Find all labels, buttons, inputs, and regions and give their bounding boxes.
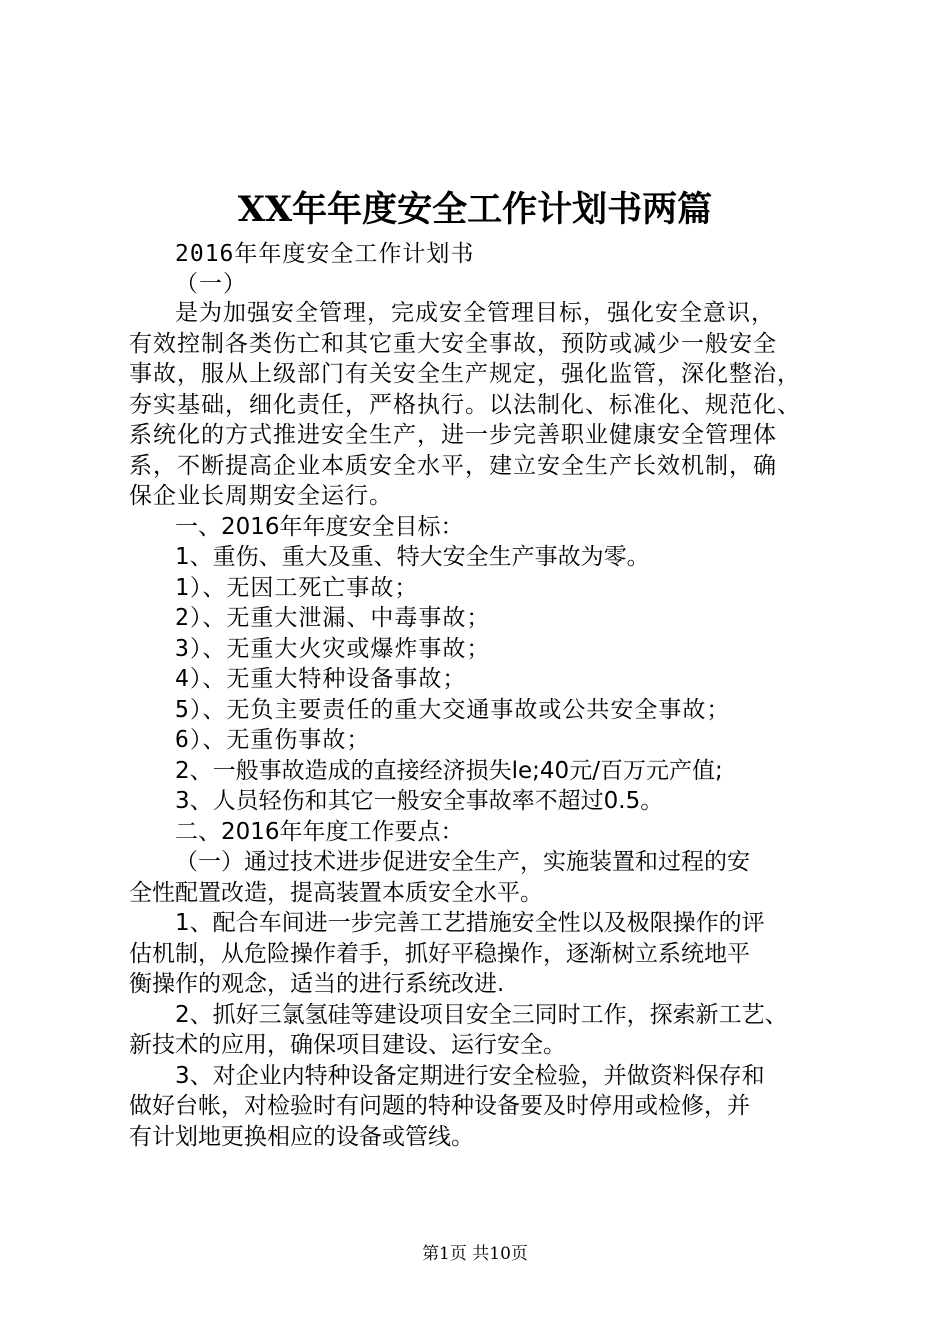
point-line: 估机制，从危险操作着手，抓好平稳操作，逐渐树立系统地平: [129, 941, 750, 967]
intro-line: 保企业长周期安全运行。: [129, 483, 393, 509]
goal-subitem: 6）、无重伤事故；: [175, 727, 371, 753]
goal-subitem: 4）、无重大特种设备事故；: [175, 666, 467, 692]
intro-line: 系，不断提高企业本质安全水平，建立安全生产长效机制，确: [129, 453, 777, 479]
goal-subitem: 2）、无重大泄漏、中毒事故；: [175, 605, 491, 631]
goal-item: 1、重伤、重大及重、特大安全生产事故为零。: [175, 544, 650, 570]
point-line: 新技术的应用，确保项目建设、运行安全。: [129, 1032, 566, 1058]
point-line: 3、对企业内特种设备定期进行安全检验，并做资料保存和: [175, 1063, 765, 1089]
goal-item: 3、人员轻伤和其它一般安全事故率不超过0.5。: [175, 788, 664, 814]
document-title: XX年年度安全工作计划书两篇: [237, 189, 713, 230]
point-line: 做好台帐，对检验时有问题的特种设备要及时停用或检修，并: [129, 1093, 750, 1119]
point-line: 2、抓好三氯氢硅等建设项目安全三同时工作，探索新工艺、: [175, 1002, 788, 1028]
subtitle: 2016年年度安全工作计划书: [175, 241, 475, 267]
point-line: 全性配置改造，提高装置本质安全水平。: [129, 880, 543, 906]
point-line: 1、配合车间进一步完善工艺措施安全性以及极限操作的评: [175, 910, 765, 936]
point-line: （一）通过技术进步促进安全生产，实施装置和过程的安: [175, 849, 750, 875]
intro-line: 是为加强安全管理，完成安全管理目标，强化安全意识，: [175, 300, 775, 326]
section-marker: （一）: [175, 271, 247, 297]
intro-line: 夯实基础，细化责任，严格执行。以法制化、标准化、规范化、: [129, 392, 801, 418]
goals-heading: 一、2016年年度安全目标：: [175, 514, 464, 540]
intro-line: 事故，服从上级部门有关安全生产规定，强化监管，深化整治，: [129, 361, 801, 387]
goal-subitem: 5）、无负主要责任的重大交通事故或公共安全事故；: [175, 697, 731, 723]
points-heading: 二、2016年年度工作要点：: [175, 819, 464, 845]
goal-subitem: 1）、无因工死亡事故；: [175, 575, 419, 601]
page-footer: 第1页 共10页: [422, 1244, 528, 1264]
intro-line: 系统化的方式推进安全生产，进一步完善职业健康安全管理体: [129, 422, 777, 448]
goal-item: 2、一般事故造成的直接经济损失le;40元/百万元产值;: [175, 758, 723, 784]
point-line: 有计划地更换相应的设备或管线。: [129, 1124, 474, 1150]
goal-subitem: 3）、无重大火灾或爆炸事故；: [175, 636, 491, 662]
intro-line: 有效控制各类伤亡和其它重大安全事故，预防或减少一般安全: [129, 331, 777, 357]
point-line: 衡操作的观念，适当的进行系统改进.: [129, 971, 505, 997]
